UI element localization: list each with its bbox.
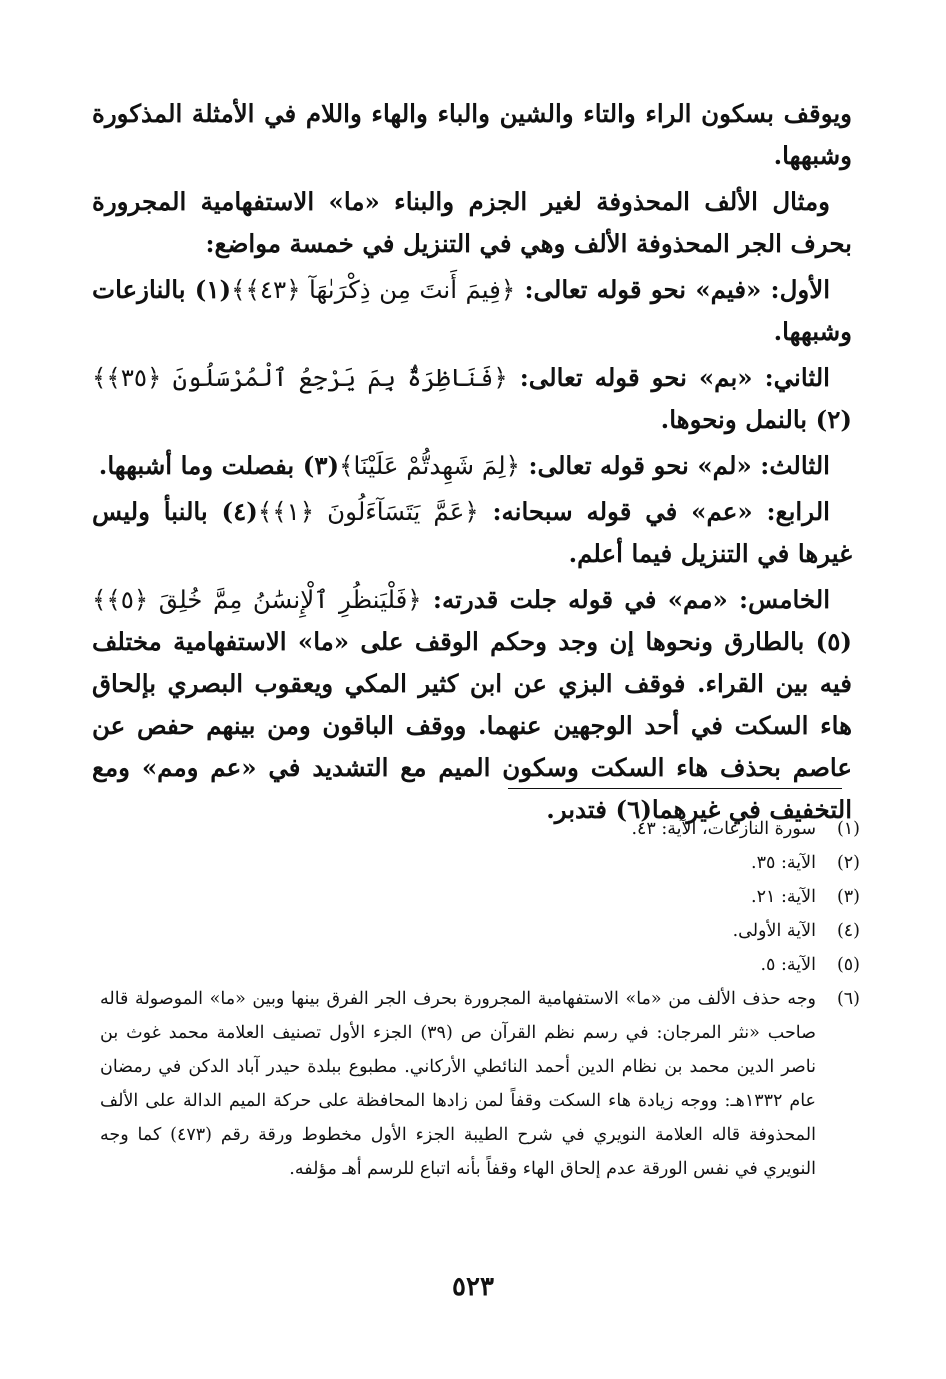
quran-verse: ﴿لِمَ شَهِدتُّمْ عَلَيْنَا﴾ [339,451,520,480]
text: (١) بالنازعات وشبهها. [92,275,852,346]
footnote-text: الآية: ٣٥. [751,853,816,873]
paragraph [92,181,852,265]
paragraph [92,445,852,487]
footnote-number: (٢) [836,853,860,873]
footnote [100,812,860,846]
text: (٢) بالنمل ونحوها. [660,405,852,434]
footnote [100,846,860,880]
paragraph [92,269,852,353]
quran-verse: ﴿فِيمَ أَنتَ مِن ذِكْرَىٰهَآ ﴿٤٣﴾﴾ [231,275,516,304]
text: (٤) بالنبأ وليس غيرها في التنزيل فيما أعلم. [92,497,852,568]
footnote-text: سورة النازعات، الآية: ٤٣. [631,819,816,839]
footnote-number: (٦) [836,989,860,1009]
paragraph [92,357,852,441]
text: الخامس: «مم» في قوله جلت قدرته: [432,585,831,614]
paragraph [92,491,852,575]
text: الرابع: «عم» في قوله سبحانه: [492,497,830,526]
text: (٥) بالطارق ونحوها إن وجد وحكم الوقف على «ما» الاستفهامية مختلف فيه بين القراء. فوقف البزي عن ابن كثير المكي ويعقوب البصري بإلحاق هاء السكت في أحد الوجهين عنهما. ووقف الباقون ومن بينهم حفص عن عاصم بحذف هاء السكت وسكون الميم مع التشديد في «عم ومم» ومع التخفيف في غيرهما(٦) فتدبر. [92,627,852,824]
text: الثاني: «بم» نحو قوله تعالى: [519,363,830,392]
footnote-number: (٤) [836,921,860,941]
quran-verse: ﴿فَلْيَنظُرِ ٱلْإِنسَٰنُ مِمَّ خُلِقَ ﴿٥﴾﴾ [92,585,422,614]
footnote-number: (٣) [836,887,860,907]
page-number: ٥٢٣ [452,1272,494,1302]
text: (٣) بفصلت وما أشبهها. [98,451,340,480]
paragraph [92,93,852,177]
footnote-number: (٥) [836,955,860,975]
footnote-text: الآية الأولى. [732,921,816,941]
footnote-separator [508,788,842,789]
quran-verse: ﴿فَنَاظِرَةٌۢ بِمَ يَرْجِعُ ٱلْمُرْسَلُونَ ﴿٣٥﴾﴾ [92,363,508,392]
text: ويوقف بسكون الراء والتاء والشين والباء والهاء واللام في الأمثلة المذكورة وشبهها. [92,99,852,170]
paragraph [92,579,852,831]
text: ومثال الألف المحذوفة لغير الجزم والبناء «ما» الاستفهامية المجرورة بحرف الجر المحذوفة الألف وهي في التنزيل في خمسة مواضع: [92,187,852,258]
footnote [100,880,860,914]
text: الأول: «فيم» نحو قوله تعالى: [524,275,831,304]
footnotes [100,812,860,1186]
footnote [100,982,860,1186]
footnote [100,914,860,948]
footnote-text: الآية: ٥. [760,955,816,975]
footnote-text: الآية: ٢١. [751,887,816,907]
footnote [100,948,860,982]
text: الثالث: «لم» نحو قوله تعالى: [528,451,830,480]
quran-verse: ﴿عَمَّ يَتَسَآءَلُونَ ﴿١﴾﴾ [257,497,479,526]
footnote-text: وجه حذف الألف من «ما» الاستفهامية المجرورة بحرف الجر الفرق بينها وبين «ما» الموصولة قاله صاحب «نثر المرجان: في رسم نظم القرآن ص (٣٩) الجزء الأول تصنيف العلامة محمد غوث بن ناصر الدين محمد بن نظام الدين أحمد النائطي الأركاني. مطبوع ببلدة حيدر آباد الدكن في رمضان عام ١٣٣٢هـ: ووجه زيادة هاء السكت وقفاً لمن زادها المحافظة على حركة الميم الدالة على الألف المحذوفة قاله العلامة النويري في شرح الطيبة الجزء الأول مخطوط ورقة رقم (٤٧٣) كما وجه النويري في نفس الورقة عدم إلحاق الهاء وقفاً بأنه اتباع للرسم أهـ مؤلفه. [100,989,817,1179]
footnote-number: (١) [836,819,860,839]
main-text [92,93,852,835]
